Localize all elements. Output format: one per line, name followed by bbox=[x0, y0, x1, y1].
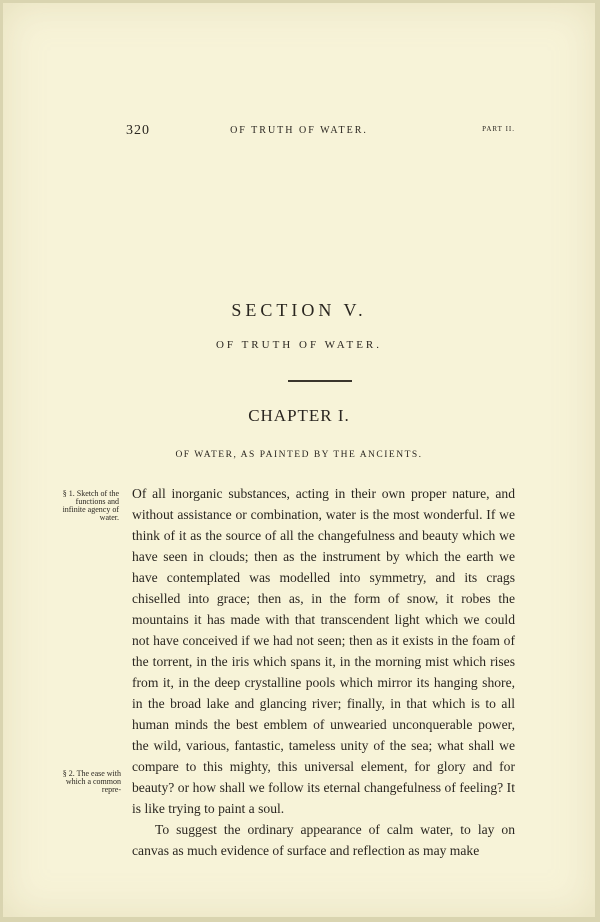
chapter-heading: CHAPTER I. bbox=[248, 406, 350, 425]
section-heading: SECTION V. bbox=[231, 300, 367, 320]
body-text bbox=[132, 483, 515, 861]
running-title: OF TRUTH OF WATER. bbox=[230, 125, 368, 136]
part-label: PART II. bbox=[482, 125, 515, 133]
page-number: 320 bbox=[126, 123, 150, 138]
book-page bbox=[3, 3, 595, 917]
running-head bbox=[3, 123, 595, 139]
decorative-rule bbox=[288, 380, 352, 382]
sidenote: § 2. The ease with which a common repre- bbox=[62, 769, 121, 794]
chapter-subheading: OF WATER, AS PAINTED BY THE ANCIENTS. bbox=[175, 450, 423, 460]
paragraph: Of all inorganic substances, acting in their own proper nature, and without assistance or combination, water is the most wonderful. If we think of it as the source of all the changefulness and beauty which we have seen in clouds; then as the instrument by which the earth we have contemplated was modelled into symmetry, and its crags chiselled into grace; then as, in the form of snow, it robes the mountains it has made with that transcendent light which we could not have conceived if we had not seen; then as it exists in the foam of the torrent, in the iris which spans it, in the morning mist which rises from it, in the deep crystalline pools which mirror its hanging shore, in the broad lake and glancing river; finally, in that which is to all human minds the best emblem of unwearied unconquerable power, the wild, various, fantastic, tameless unity of the sea; what shall we compare to this mighty, this universal element, for glory and for beauty? or how shall we follow its eternal changefulness of feeling? It is like trying to paint a soul. bbox=[132, 486, 515, 816]
paragraph: To suggest the ordinary appearance of calm water, to lay on canvas as much evidence of surface and reflection as may make bbox=[132, 822, 515, 858]
section-subheading: OF TRUTH OF WATER. bbox=[215, 339, 383, 351]
sidenote: § 1. Sketch of the functions and infinite agency of water. bbox=[62, 489, 119, 522]
